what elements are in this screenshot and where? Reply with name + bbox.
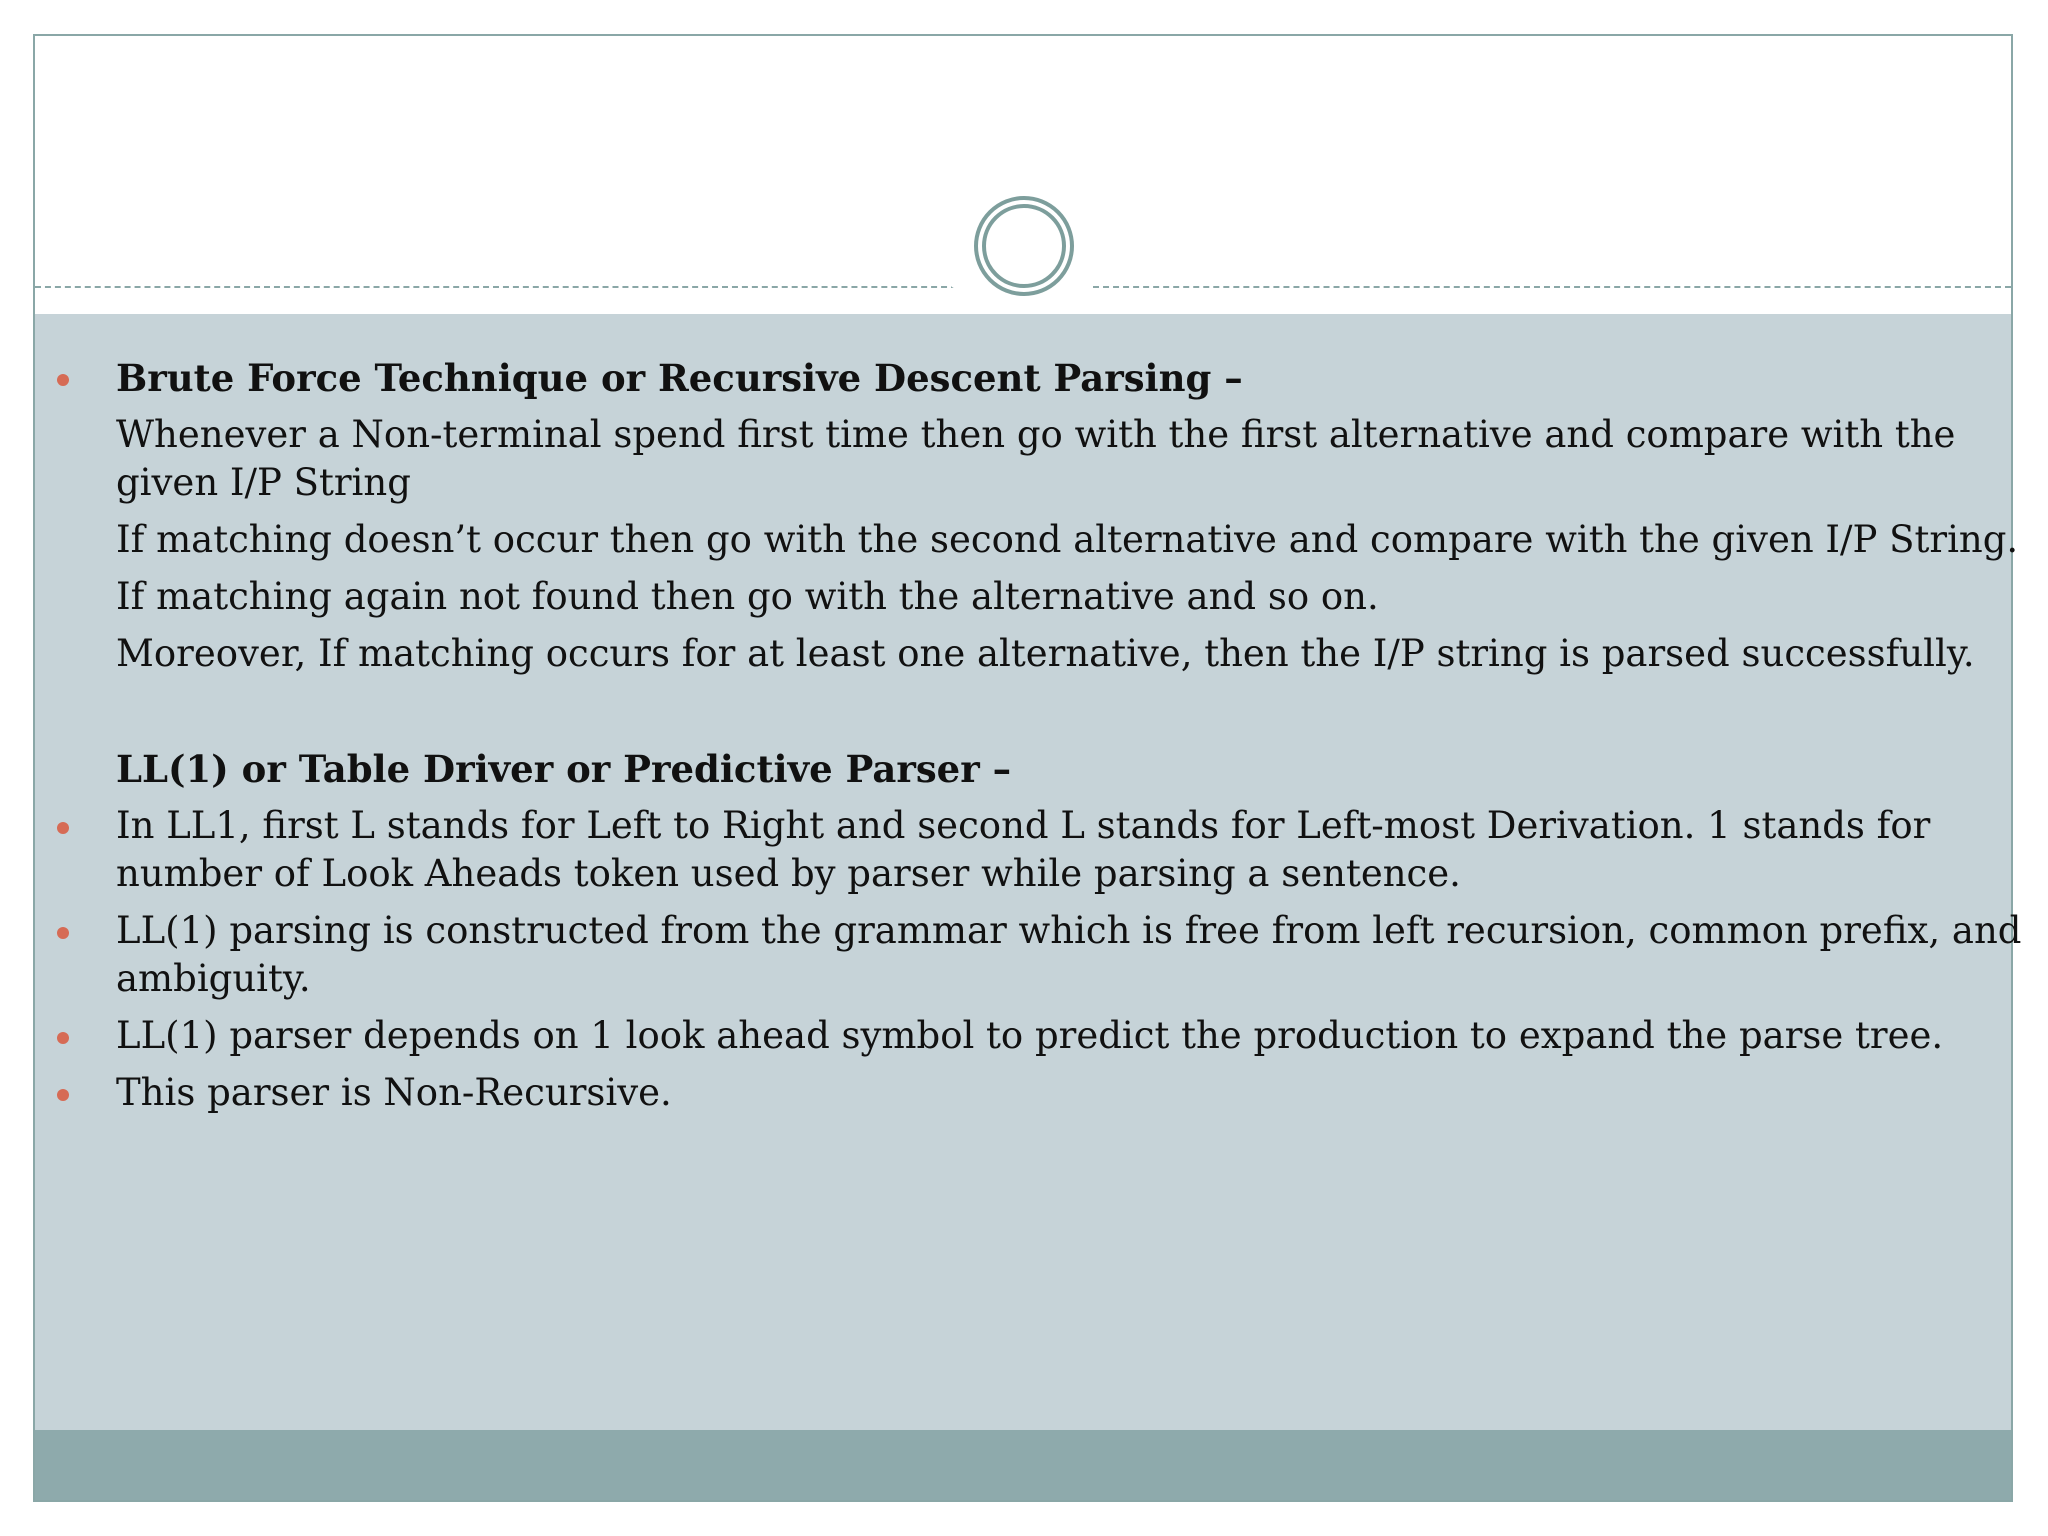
section1-paragraph-line: given I/P String xyxy=(116,461,411,504)
section2-bullet-line: In LL1, first L stands for Left to Right and second L stands for Left-most Derivation. 1 stands for xyxy=(116,804,1931,847)
section2-bullet-line: ambiguity. xyxy=(116,957,311,1000)
bullet-dot xyxy=(57,374,69,386)
bullet-dot xyxy=(57,1089,69,1101)
dashed-divider-left xyxy=(35,286,957,288)
section2-bullet-line: number of Look Aheads token used by parser while parsing a sentence. xyxy=(116,852,1461,895)
section1-paragraph-line: If matching doesn’t occur then go with the second alternative and compare with the given I/P String. xyxy=(116,518,2019,561)
section1-paragraph-line: If matching again not found then go with the alternative and so on. xyxy=(116,575,1379,618)
bullet-dot xyxy=(57,927,69,939)
section1-paragraph-line: Whenever a Non-terminal spend first time then go with the first alternative and compare with the xyxy=(116,413,1956,456)
slide-footer-bar xyxy=(35,1430,2011,1500)
bullet-dot xyxy=(57,822,69,834)
section1-paragraph-line: Moreover, If matching occurs for at least one alternative, then the I/P string is parsed successfully. xyxy=(116,632,1975,675)
circle-ornament-icon xyxy=(974,196,1074,296)
bullet-dot xyxy=(57,1032,69,1044)
section2-heading: LL(1) or Table Driver or Predictive Parser – xyxy=(116,747,1012,791)
section2-bullet-line: LL(1) parser depends on 1 look ahead symbol to predict the production to expand the parse tree. xyxy=(116,1014,1944,1057)
section2-bullet-line: LL(1) parsing is constructed from the grammar which is free from left recursion, common prefix, and xyxy=(116,909,2022,952)
dashed-divider-right xyxy=(1093,286,2011,288)
section2-bullet-line: This parser is Non-Recursive. xyxy=(116,1071,672,1114)
section1-heading: Brute Force Technique or Recursive Descent Parsing – xyxy=(116,356,1243,400)
circle-ornament-inner-ring xyxy=(982,204,1066,288)
